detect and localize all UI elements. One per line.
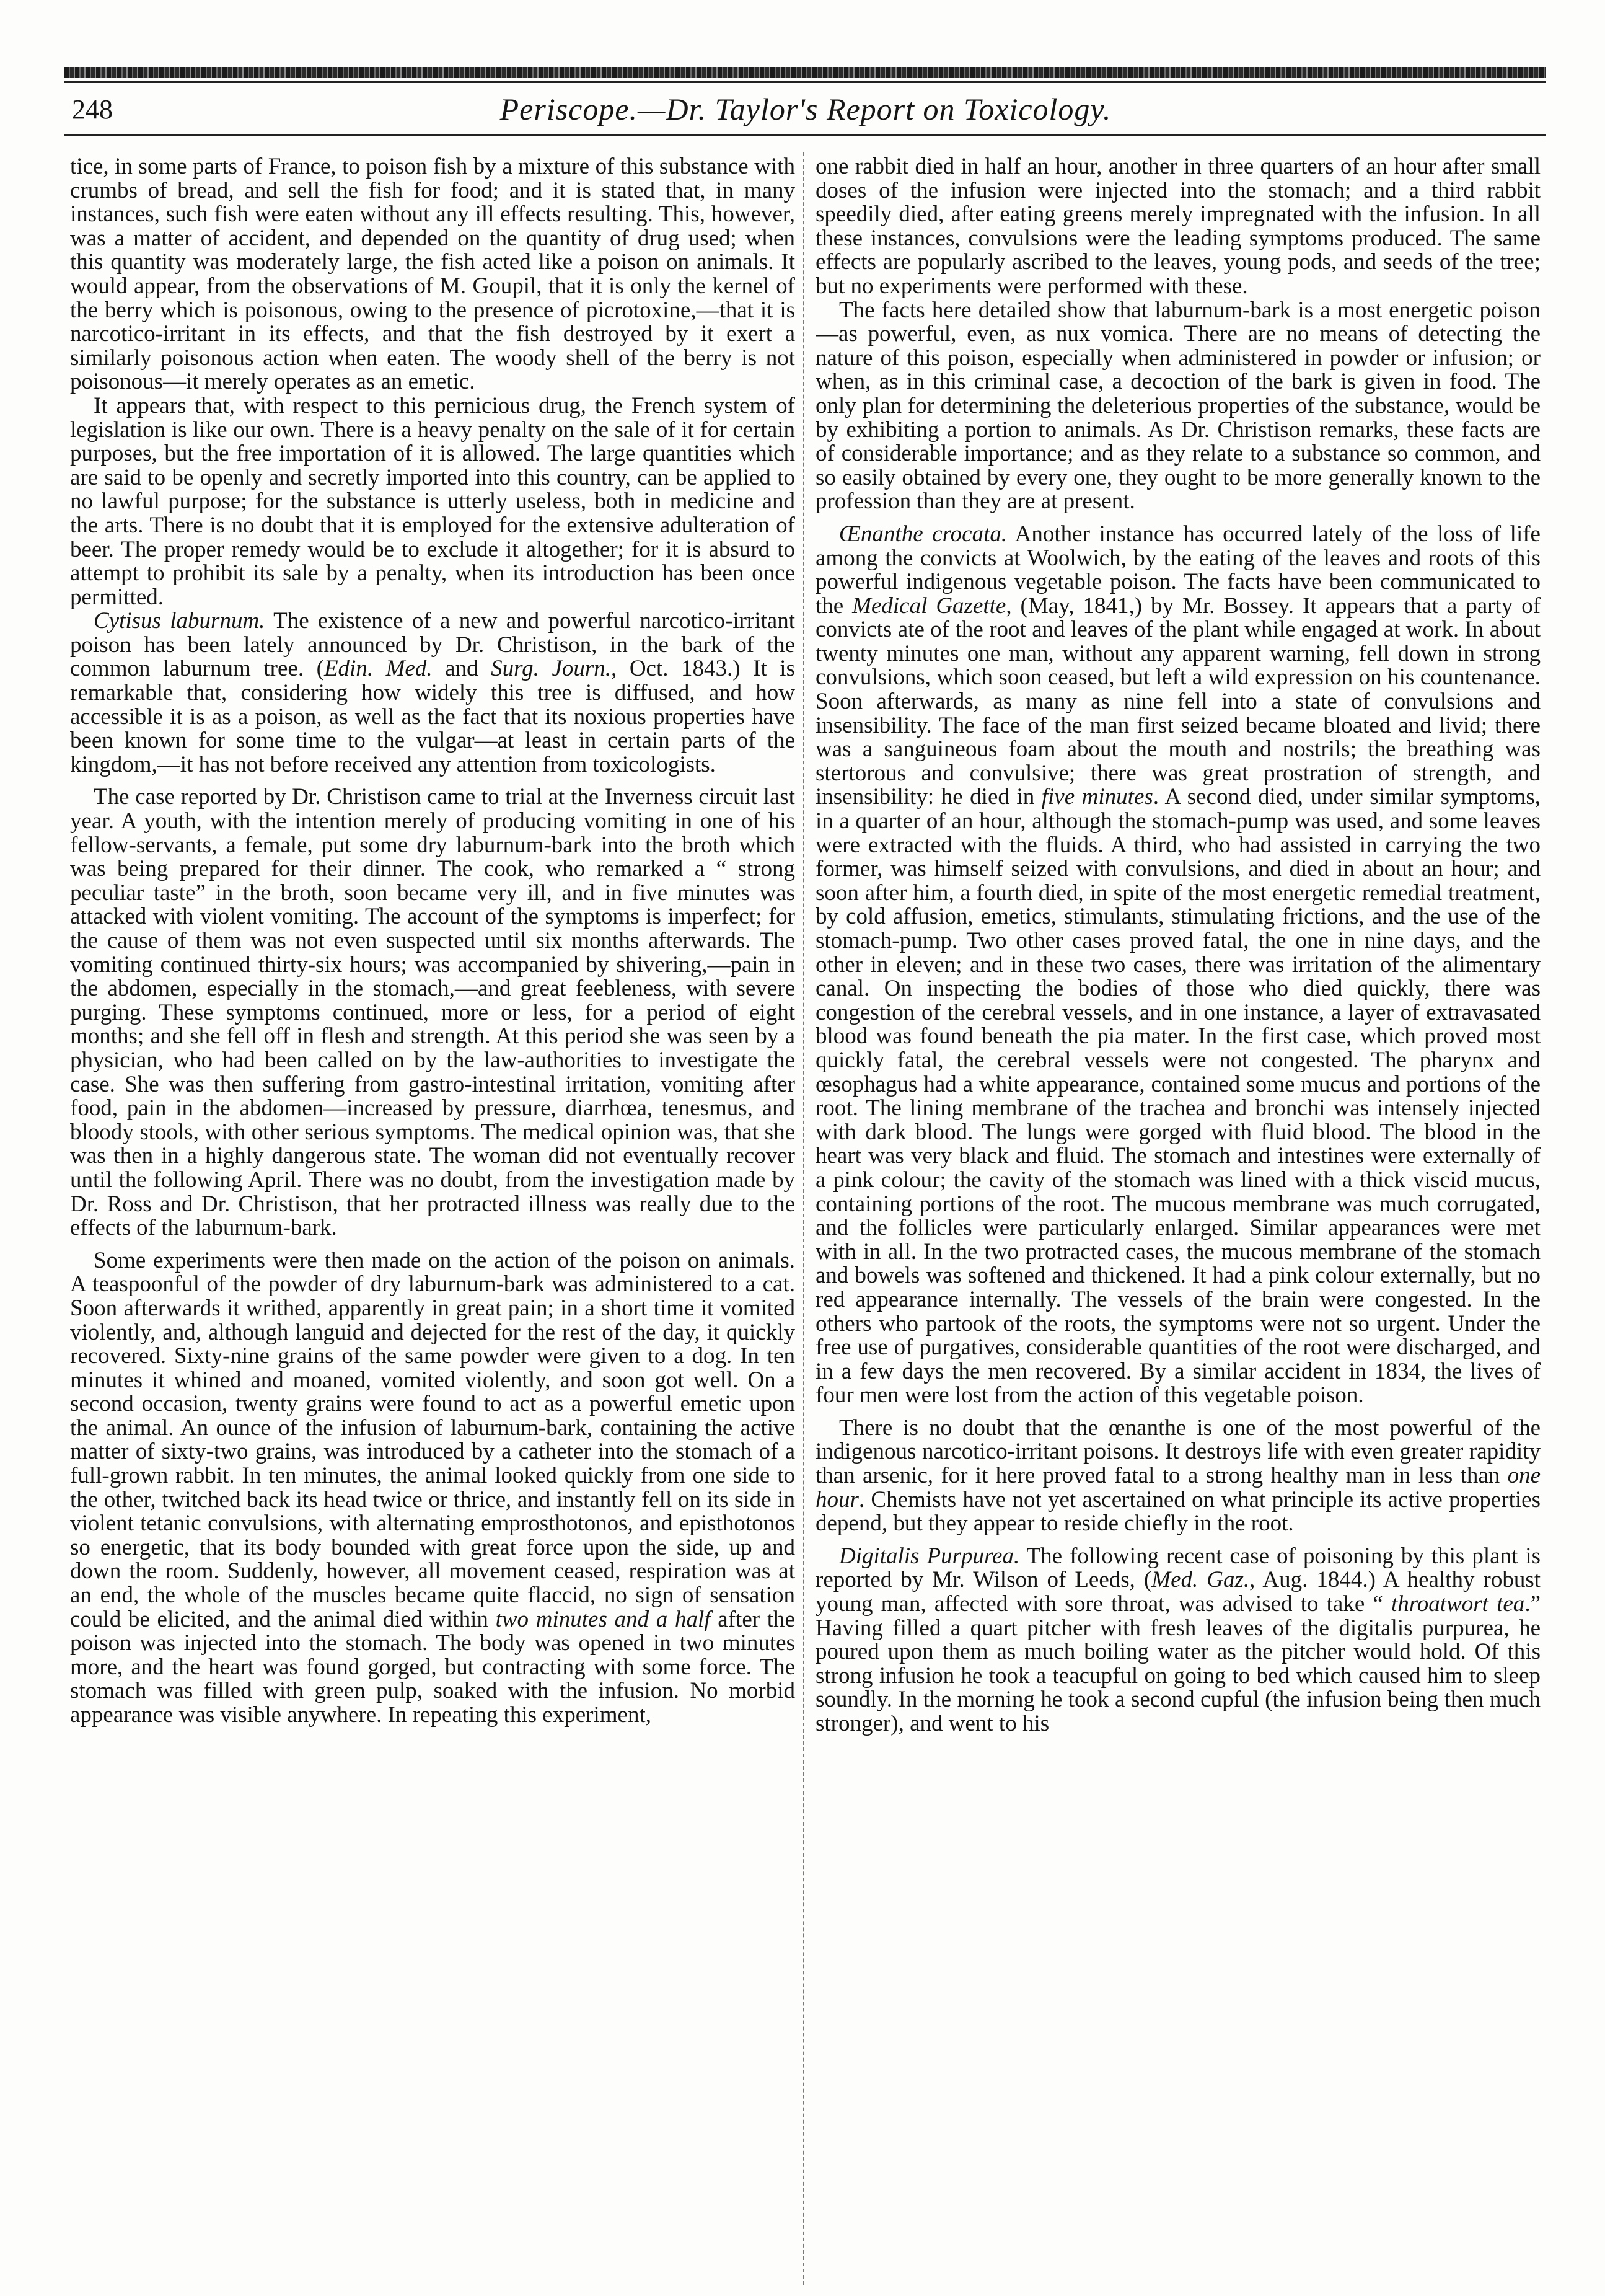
text-run: .” Having filled a quart pitcher with fresh leaves of the digitalis purpurea, he poured upon them as much boiling water as the pitcher would hold. Of this strong infusion he took a teacupful on going to bed which caused him to sleep soundly. In the morning he took a second cupful (the infusion being then much stronger), and went to his bbox=[816, 1591, 1541, 1736]
text-run: The existence of a new and powerful narcotico-irritant poison has been lately announced by Dr. Christison, in the bark of the common laburnum tree. ( bbox=[70, 608, 795, 682]
column-divider bbox=[803, 152, 804, 2285]
paragraph-rabbit-results: one rabbit died in half an hour, another in three quarters of an hour after small doses of the infusion were injected into the stomach; and a third rabbit speedily died, after eating greens merely impregnated with the infusion. In all these instances, convulsions were the leading symptoms produced. The same effects are popularly ascribed to the leaves, young pods, and seeds of the tree; but no experiments were performed with these. bbox=[816, 155, 1541, 299]
citation-journal: Surg. Journ. bbox=[491, 656, 612, 682]
emphasis-text: two minutes and a half bbox=[495, 1606, 711, 1632]
top-border-ornament bbox=[64, 67, 1546, 78]
text-run: after the poison was injected into the stomach. The body was opened in two minutes more, and the heart was found gorged, but contracting with some force. The stomach was filled with green pulp, soaked with the infusion. No morbid appearance was visible anywhere. In repeating this experiment, bbox=[70, 1606, 795, 1728]
paragraph-animal-experiments bbox=[70, 1249, 795, 1728]
emphasis-text: throatwort tea bbox=[1391, 1591, 1525, 1617]
running-head: Periscope.—Dr. Taylor's Report on Toxicology. bbox=[499, 92, 1112, 126]
paragraph-cytisus-laburnum bbox=[70, 609, 795, 777]
paragraph-oenanthe-summary bbox=[816, 1416, 1541, 1536]
page-number: 248 bbox=[72, 94, 113, 125]
text-run: Another instance has occurred lately of the loss of life among the convicts at Woolwich, by the eating of the leaves and roots of this powerful indigenous vegetable poison. The facts have been communicated to the bbox=[816, 521, 1541, 619]
paragraph-inverness-case: The case reported by Dr. Christison came to trial at the Inverness circuit last year. A youth, with the intention merely of producing vomiting in one of his fellow-servants, a female, put some dry laburnum-bark into the broth which was being prepared for their dinner. The cook, who remarked a “ strong peculiar taste” in the broth, soon became very ill, and in five minutes was attacked with violent vomiting. The account of the symptoms is imperfect; for the cause of them was not even suspected until six months afterwards. The vomiting continued thirty-six hours; was accompanied by shivering,—pain in the abdomen, especially in the stomach,—and great feebleness, with severe purging. These symptoms continued, more or less, for a period of eight months; and she fell off in flesh and strength. At this period she was seen by a physician, who had been called on by the law-authorities to investigate the case. She was then suffering from gastro-intestinal irritation, vomiting after food, pain in the abdomen—increased by pressure, diarrhœa, tenesmus, and bloody stools, with other serious symptoms. The medical opinion was, that she was then in a highly dangerous state. The woman did not eventually recover until the following April. There was no doubt, from the investigation made by Dr. Ross and Dr. Christison, that her protracted illness was really due to the effects of the laburnum-bark. bbox=[70, 784, 795, 1241]
paragraph-laburnum-conclusion: The facts here detailed show that laburnum-bark is a most energetic poison—as powerful, even, as nux vomica. There are no means of detecting the nature of this poison, especially when administered in powder or infusion; or when, as in this criminal case, a decoction of the bark is given in food. The only plan for determining the deleterious properties of the substance, would be by exhibiting a portion to animals. As Dr. Christison remarks, these facts are of considerable importance; and as they relate to a substance so common, and so easily obtained by every one, they ought to be more generally known to the profession than they are at present. bbox=[816, 297, 1541, 514]
text-run: . Chemists have not yet ascertained on what principle its active properties depend, but they appear to reside chiefly in the root. bbox=[816, 1486, 1541, 1537]
text-run: , Aug. 1844.) A healthy robust young man, affected with sore throat, was advised to take “ bbox=[816, 1567, 1541, 1617]
text-run: The following recent case of poisoning by this plant is reported by Mr. Wilson of Leeds, ( bbox=[816, 1543, 1541, 1593]
right-column bbox=[816, 155, 1541, 2281]
citation-journal: Med. Gaz. bbox=[1151, 1567, 1250, 1593]
paragraph-oenanthe-crocata bbox=[816, 523, 1541, 1408]
section-title-oenanthe-crocata: Œnanthe crocata. bbox=[839, 521, 1008, 547]
top-border-rule bbox=[64, 81, 1546, 83]
text-run: and bbox=[432, 656, 491, 682]
text-run: . A second died, under similar symptoms, in a quarter of an hour, although the stomach-pump was used, and some leaves were extracted with the fluids. A third, who had assisted in carrying the two former, was himself seized with convulsions, and died in about an hour; and soon after him, a fourth died, in spite of the most energetic remedial treatment, by cold affusion, emetics, stimulants, stimulating frictions, and the use of the stomach-pump. Two other cases proved fatal, the one in nine days, and the other in eleven; and in these two cases, there was irritation of the alimentary canal. On inspecting the bodies of those who died quickly, there was congestion of the cerebral vessels, and in one instance, a layer of extravasated blood was found beneath the pia mater. In the first case, which proved most quickly fatal, the cerebral vessels were not congested. The pharynx and œsophagus had a white appearance, contained some mucus and portions of the root. The lining membrane of the trachea and bronchi was intensely injected with dark blood. The lungs were gorged with fluid blood. The blood in the heart was very black and fluid. The stomach and intestines were externally of a pink colour; the cavity of the stomach was lined with a thick viscid mucus, containing portions of the root. The mucous membrane was much corrugated, and the follicles were particularly enlarged. Similar appearances were met with in all. In the two protracted cases, the mucous membrane of the stomach and bowels was softened and thickened. It had a pink colour externally, but no red appearance internally. The vessels of the brain were congested. In the others who partook of the roots, the symptoms were not so urgent. Under the free use of purgatives, considerable quantities of the root were discharged, and in a few days the men recovered. By a similar accident in 1834, the lives of four men were lost from the action of this vegetable poison. bbox=[816, 784, 1541, 1408]
text-run: , Oct. 1843.) It is remarkable that, considering how widely this tree is diffused, and how accessible it is as a poison, as well as the fact that its noxious properties have been known for some time to the vulgar—at least in certain parts of the kingdom,—it has not before received any attention from toxicologists. bbox=[70, 656, 795, 777]
left-column bbox=[70, 155, 795, 2281]
text-run: , (May, 1841,) by Mr. Bossey. It appears that a party of convicts ate of the root and leaves of the plant while engaged at work. In about twenty minutes one man, without any apparent warning, fell down in strong convulsions, which soon ceased, but left a wild expression on his countenance. Soon afterwards, as many as nine fell into a state of convulsions and insensibility. The face of the man first seized became bloated and livid; there was a sanguineous foam about the mouth and nostrils; the breathing was stertorous and convulsive; there was great prostration of strength, and insensibility: he died in bbox=[816, 593, 1541, 810]
paragraph-picrotoxine: tice, in some parts of France, to poison fish by a mixture of this substance with crumbs of bread, and sell the fish for food; and it is stated that, in many instances, such fish were eaten without any ill effects resulting. This, however, was a matter of accident, and depended on the quantity of drug used; when this quantity was moderately large, the fish acted like a poison on animals. It would appear, from the observations of M. Goupil, that it is only the kernel of the berry which is poisonous, owing to the presence of picrotoxine,—that it is narcotico-irritant in its effects, and that the fish destroyed by it exert a similarly poisonous action when eaten. The woody shell of the berry is not poisonous—it merely operates as an emetic. bbox=[70, 155, 795, 395]
citation-journal: Medical Gazette bbox=[852, 593, 1006, 619]
text-run: There is no doubt that the œnanthe is one of the most powerful of the indigenous narcotico-irritant poisons. It destroys life with even greater rapidity than arsenic, for it here proved fatal to a strong healthy man in less than bbox=[816, 1415, 1541, 1489]
citation-journal: Edin. Med. bbox=[323, 656, 433, 682]
header-rule bbox=[64, 134, 1546, 136]
section-title-cytisus-laburnum: Cytisus laburnum. bbox=[94, 608, 265, 634]
paragraph-legislation: It appears that, with respect to this pernicious drug, the French system of legislation is like our own. There is a heavy penalty on the sale of it for certain purposes, but the free importation of it is allowed. The large quantities which are said to be openly and secretly imported into this country, can be applied to no lawful purpose; for the substance is utterly useless, both in medicine and the arts. There is no doubt that it is employed for the extensive adulteration of beer. The proper remedy would be to exclude it altogether; for it is absurd to attempt to prohibit its sale by a penalty, when its introduction has been once permitted. bbox=[70, 392, 795, 610]
paragraph-digitalis-purpurea bbox=[816, 1545, 1541, 1736]
emphasis-text: one hour bbox=[816, 1463, 1541, 1512]
section-title-digitalis-purpurea: Digitalis Purpurea. bbox=[839, 1543, 1020, 1569]
emphasis-text: five minutes bbox=[1041, 784, 1153, 810]
text-run: Some experiments were then made on the action of the poison on animals. A teaspoonful of the powder of dry laburnum-bark was administered to a cat. Soon afterwards it writhed, apparently in great pain; in a short time it vomited violently, and, although languid and dejected for the rest of the day, it quickly recovered. Sixty-nine grains of the same powder were given to a dog. In ten minutes it whined and moaned, vomited violently, and soon got well. On a second occasion, twenty grains were found to act as a powerful emetic upon the animal. An ounce of the infusion of laburnum-bark, containing the active matter of sixty-two grains, was introduced by a catheter into the stomach of a full-grown rabbit. In ten minutes, the animal looked quickly from one side to the other, twitched back its head twice or thrice, and instantly fell on its side in violent tetanic convulsions, with alternating emprosthotonos, and episthotonos so energetic, that its body bounded with great force upon the side, up and down the room. Suddenly, however, all movement ceased, respiration was at an end, the whole of the muscles became quite flaccid, no sign of sensation could be elicited, and the animal died within bbox=[70, 1247, 795, 1632]
